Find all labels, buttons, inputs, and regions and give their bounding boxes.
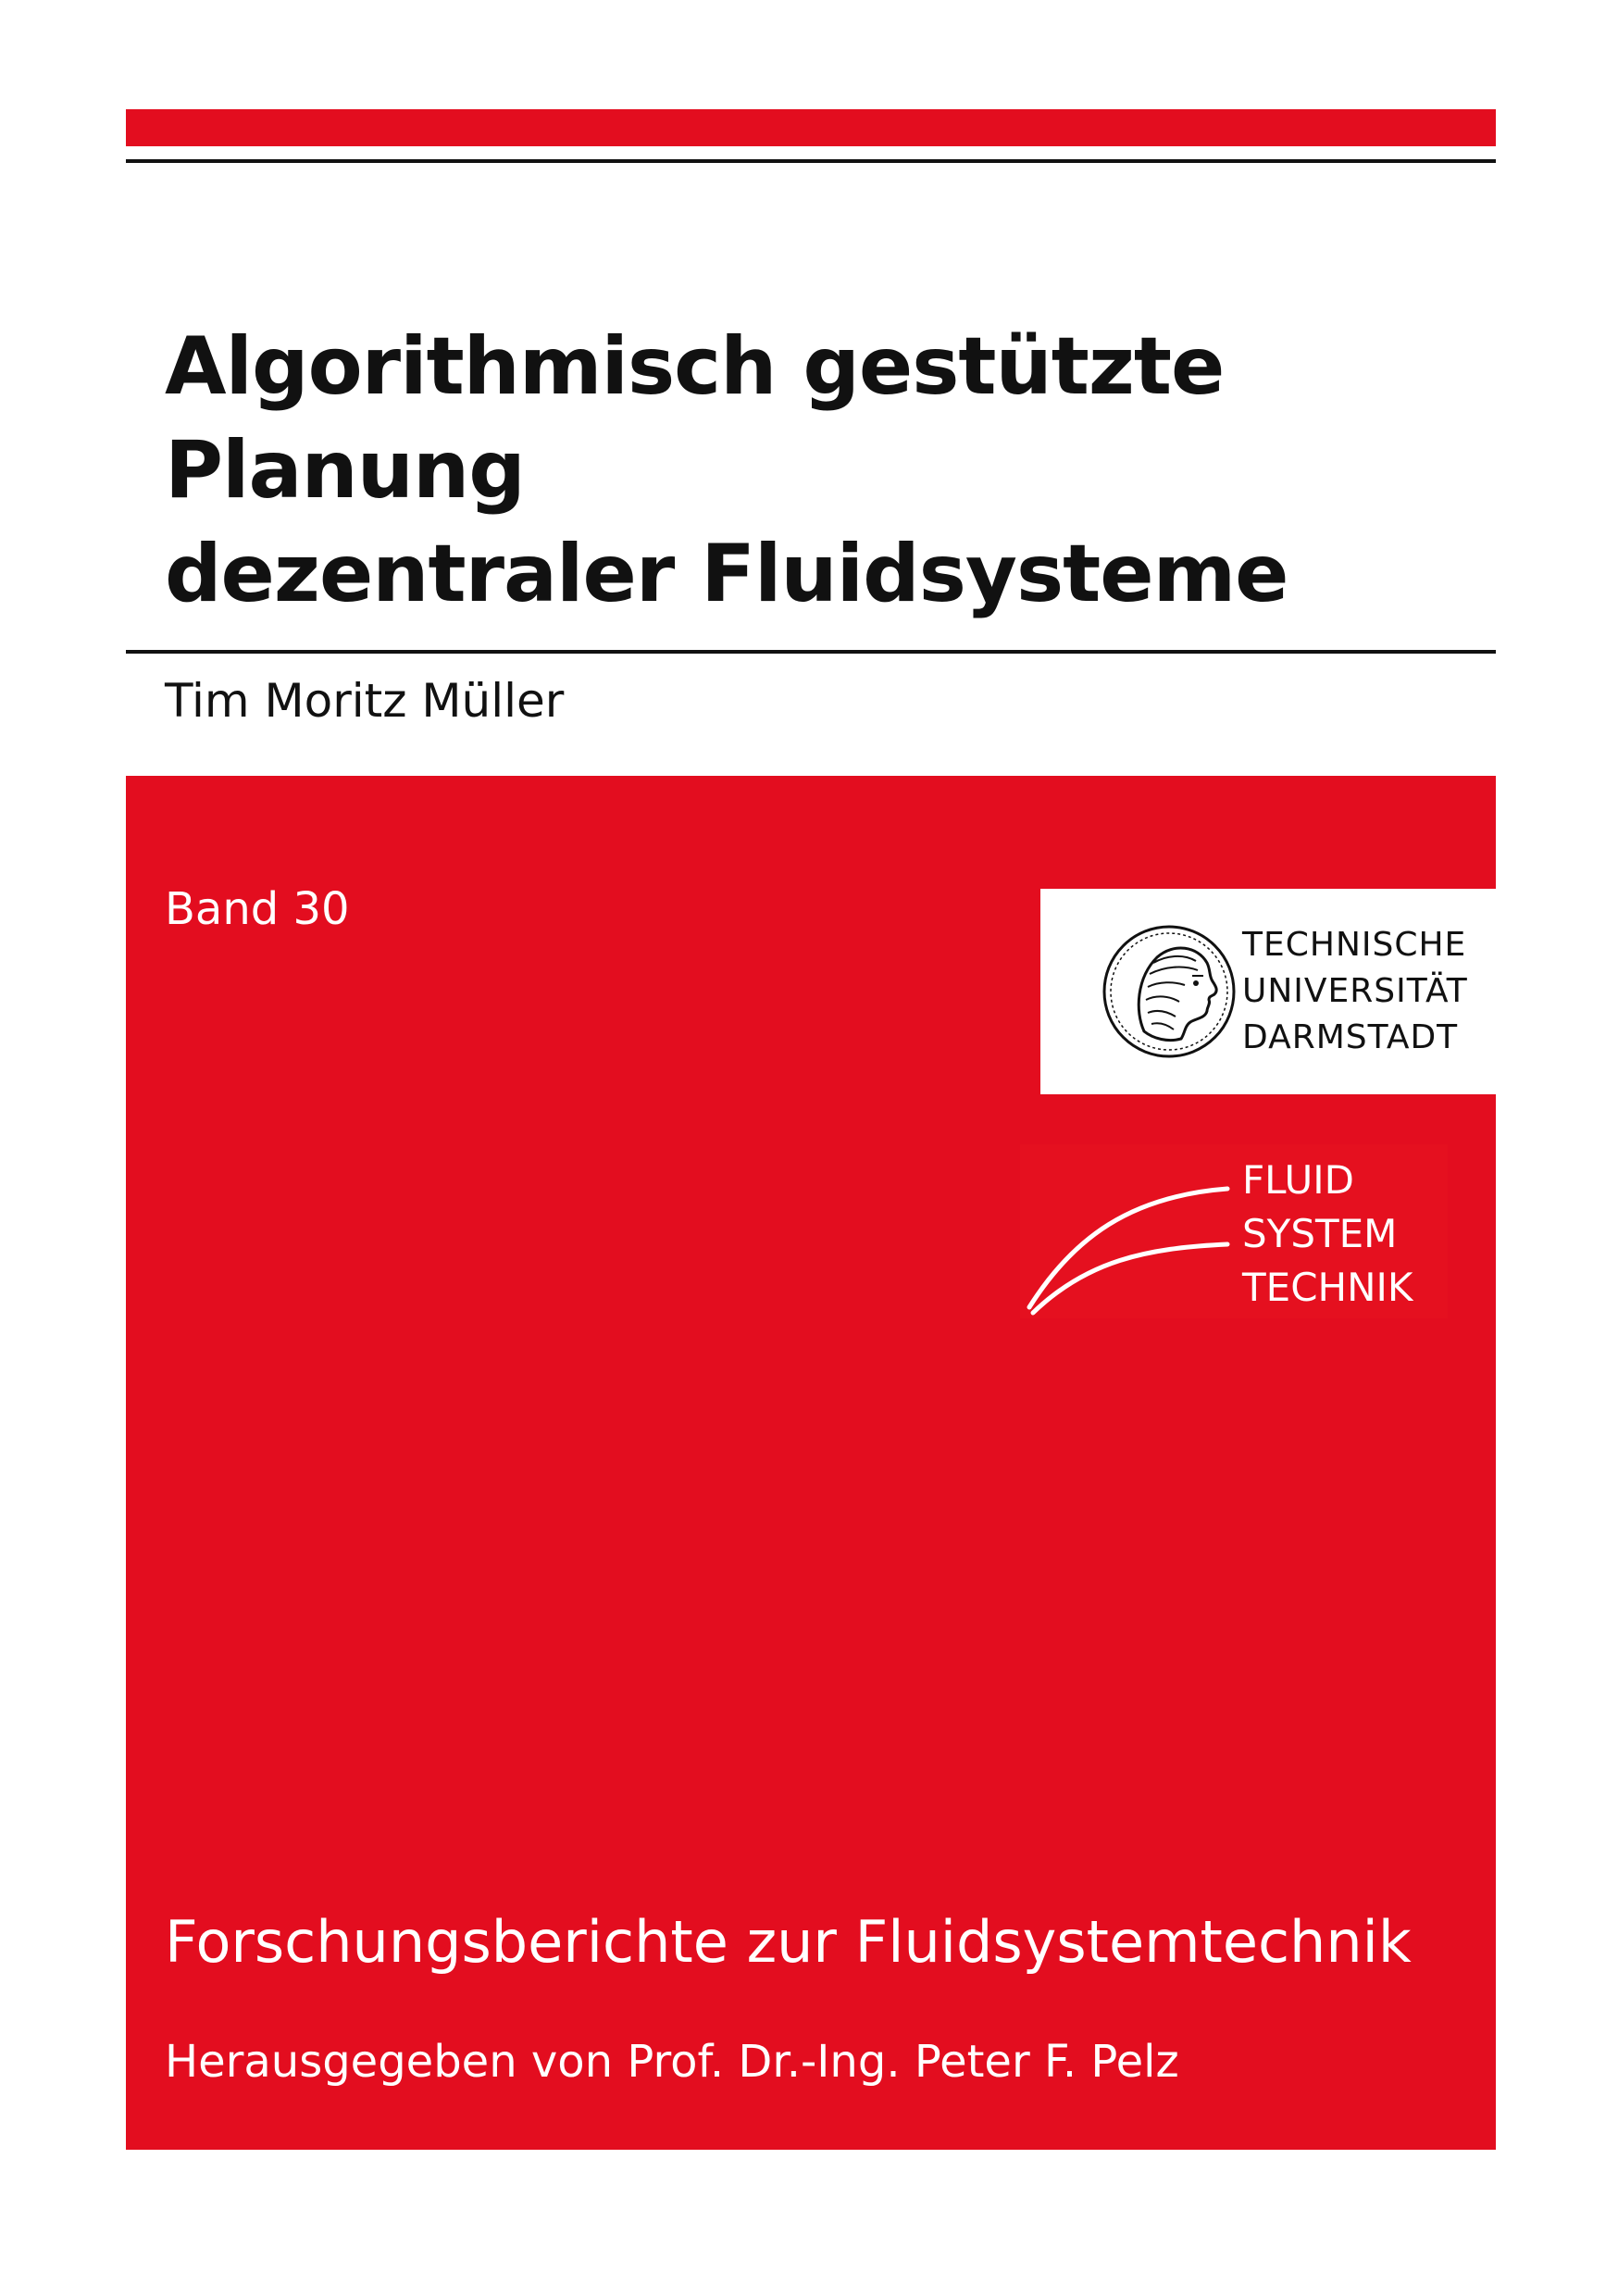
cover-red-panel xyxy=(126,776,1496,2150)
top-accent-bar xyxy=(126,109,1496,146)
series-title: Forschungsberichte zur Fluidsystemtechnik xyxy=(165,1908,1412,1976)
fluid-system-technik-wordmark xyxy=(1242,1154,1413,1315)
fst-line-1: FLUID xyxy=(1242,1157,1354,1203)
athena-head-seal-icon xyxy=(1100,922,1238,1061)
fst-line-2: SYSTEM xyxy=(1242,1211,1398,1256)
volume-number: Band 30 xyxy=(165,883,350,935)
tu-line-1: TECHNISCHE xyxy=(1242,926,1467,964)
fluid-system-technik-logo xyxy=(1020,1144,1448,1318)
swoosh-lines-icon xyxy=(1020,1144,1242,1318)
author-name: Tim Moritz Müller xyxy=(165,674,565,728)
tu-line-2: UNIVERSITÄT xyxy=(1242,972,1468,1010)
title-line-1: Algorithmisch gestützte Planung xyxy=(165,320,1225,517)
tu-darmstadt-logo xyxy=(1040,889,1496,1094)
tu-line-3: DARMSTADT xyxy=(1242,1018,1459,1056)
series-editor: Herausgegeben von Prof. Dr.-Ing. Peter F. Pelz xyxy=(165,2036,1179,2088)
tu-darmstadt-wordmark xyxy=(1242,922,1468,1061)
title-line-2: dezentraler Fluidsysteme xyxy=(165,528,1288,620)
book-title xyxy=(165,315,1479,626)
top-divider xyxy=(126,159,1496,163)
author-divider xyxy=(126,650,1496,654)
fst-line-3: TECHNIK xyxy=(1242,1265,1413,1310)
